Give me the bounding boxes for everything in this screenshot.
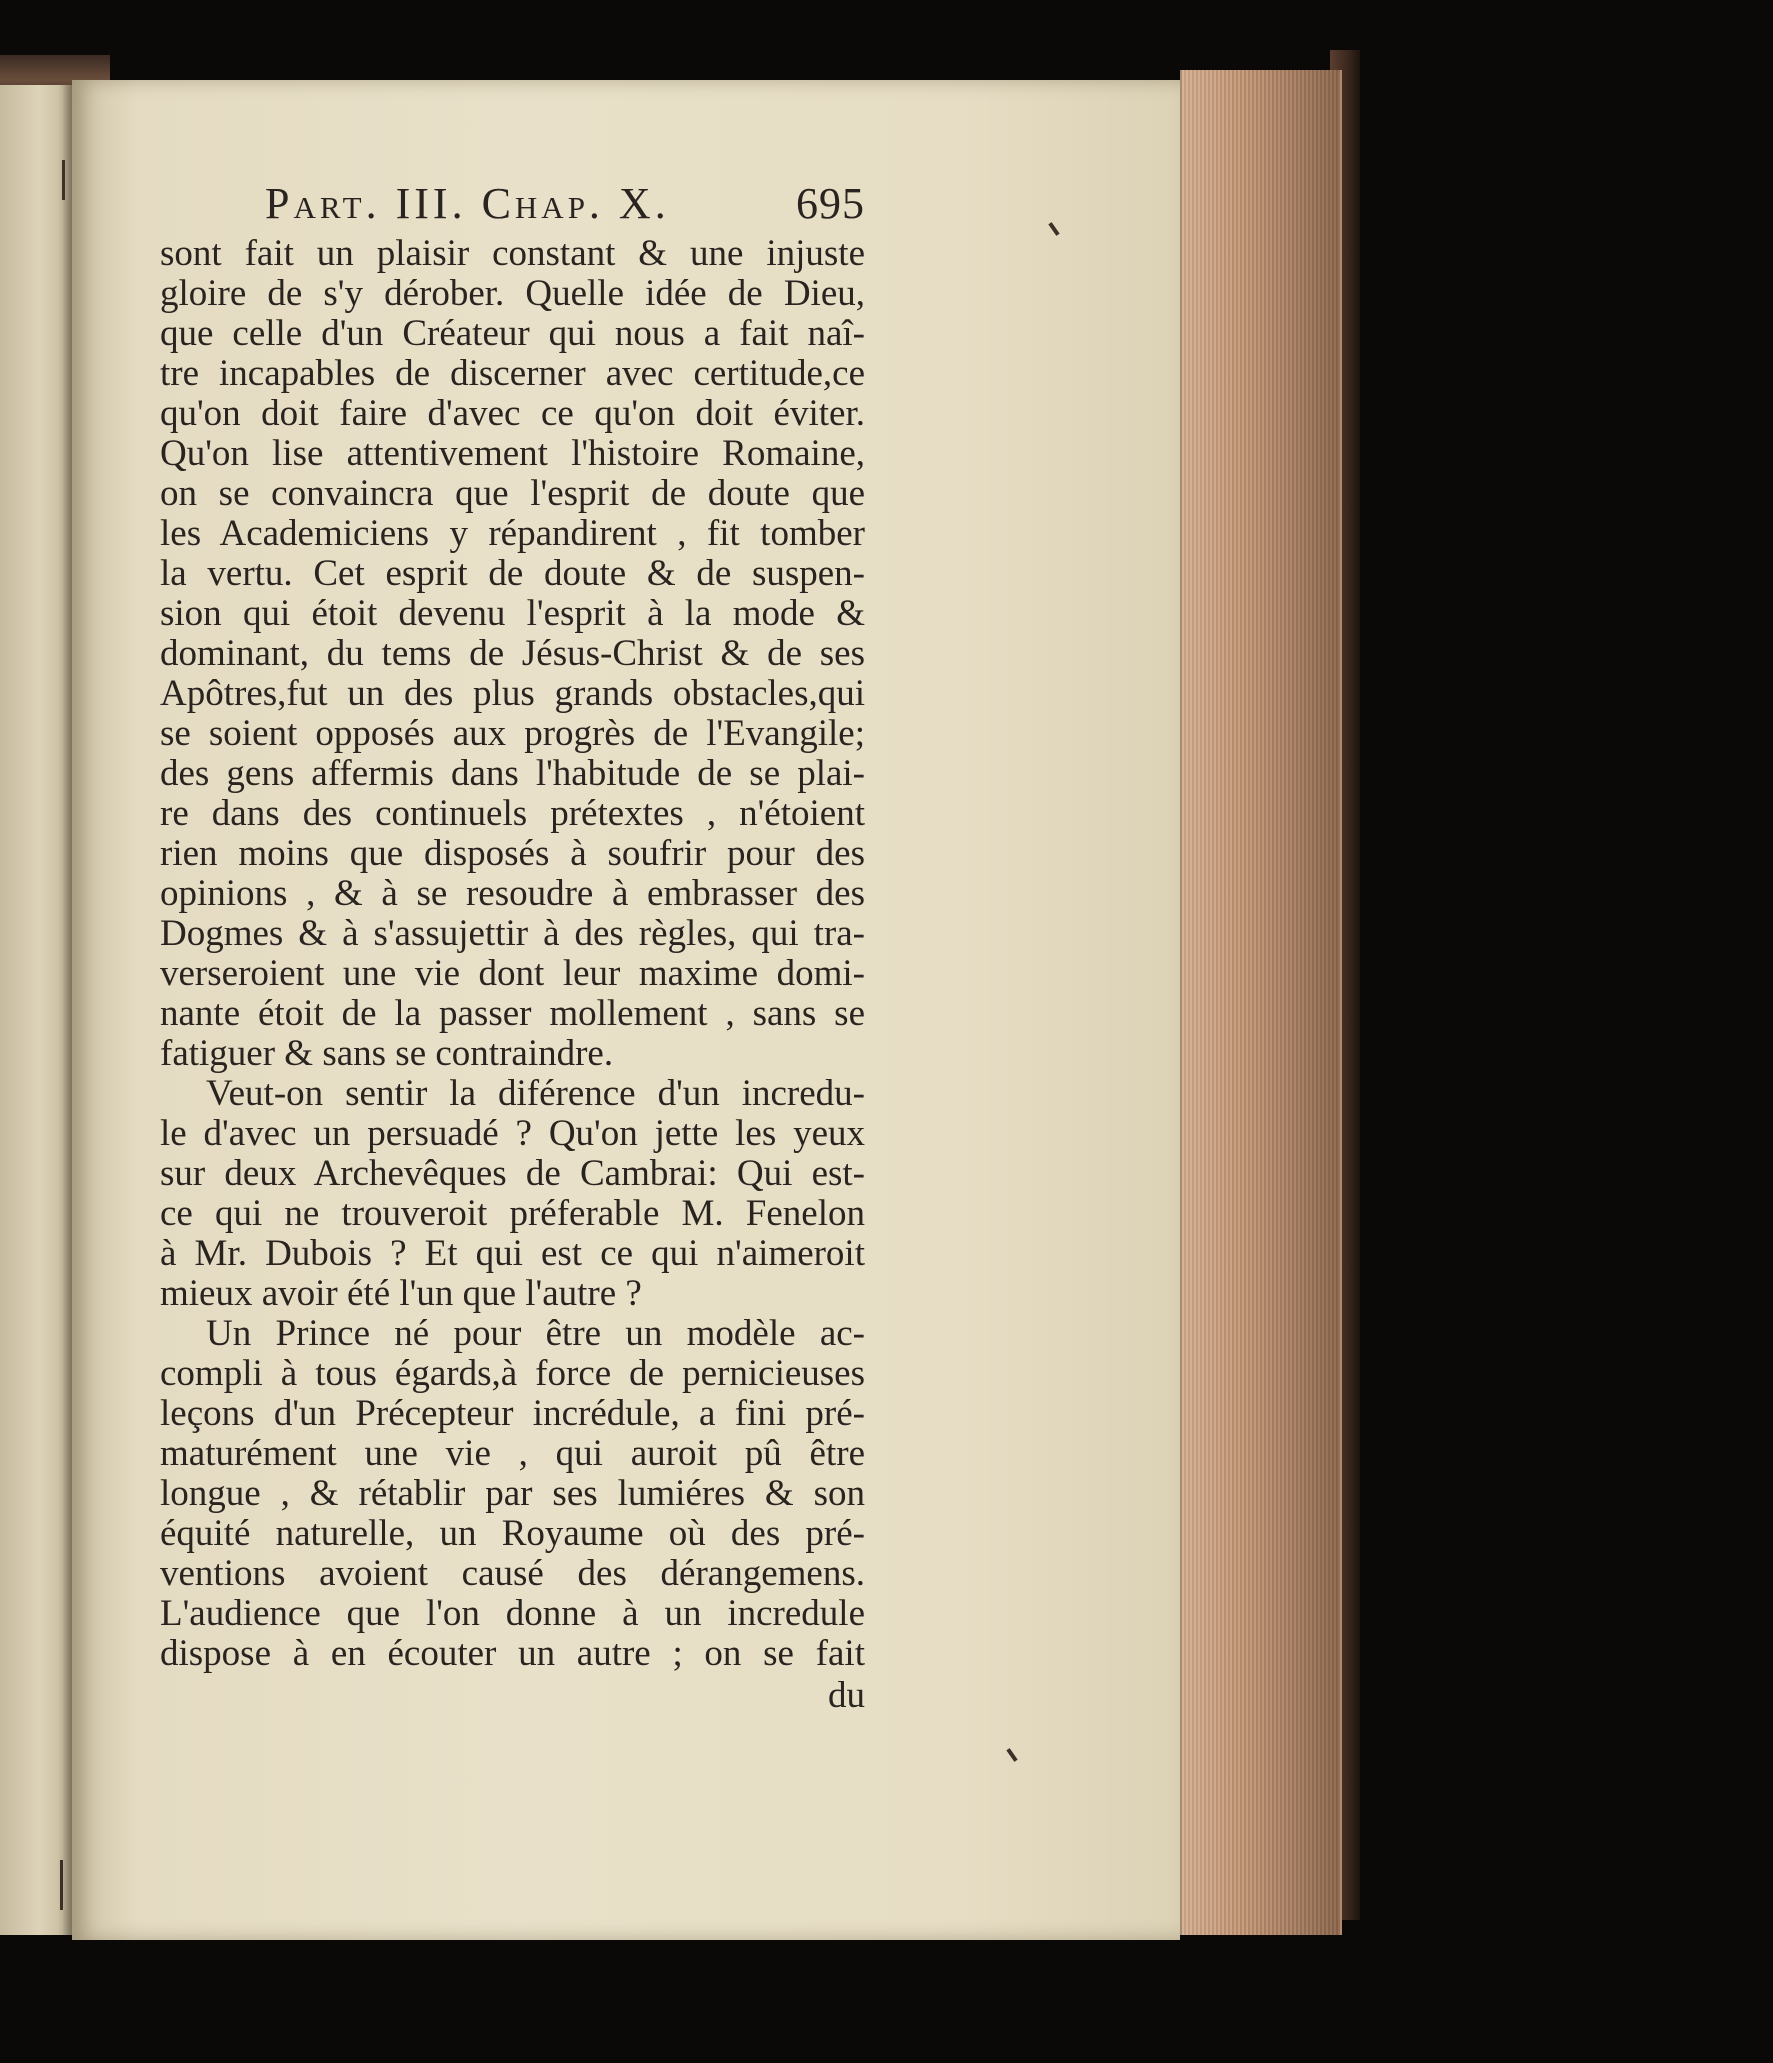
- text-line: mieux avoir été l'un que l'autre ?: [160, 1274, 642, 1314]
- text-line: rien moins que disposés à soufrir pour des: [160, 834, 865, 874]
- text-line: les Academiciens y répandirent , fit tomber: [160, 514, 865, 554]
- text-line: gloire de s'y dérober. Quelle idée de Dieu,: [160, 274, 865, 314]
- text-line: sont fait un plaisir constant & une injuste: [160, 234, 865, 274]
- running-head: [160, 178, 865, 234]
- text-line: se soient opposés aux progrès de l'Evangile;: [160, 714, 865, 754]
- text-line: verseroient une vie dont leur maxime domi-: [160, 954, 865, 994]
- text-line: leçons d'un Précepteur incrédule, a fini pré-: [160, 1394, 865, 1434]
- page-number: 695: [796, 179, 865, 228]
- text-line: dominant, du tems de Jésus-Christ & de ses: [160, 634, 865, 674]
- catchword: du: [828, 1676, 865, 1716]
- text-line: on se convaincra que l'esprit de doute que: [160, 474, 865, 514]
- fore-edge-shading: [1180, 70, 1340, 1935]
- text-line: des gens affermis dans l'habitude de se plai-: [160, 754, 865, 794]
- text-line: Veut-on sentir la diférence d'un incredu-: [206, 1074, 865, 1114]
- text-line: sur deux Archevêques de Cambrai: Qui est-: [160, 1154, 865, 1194]
- text-line: Un Prince né pour être un modèle ac-: [206, 1314, 865, 1354]
- text-line: fatiguer & sans se contraindre.: [160, 1034, 614, 1074]
- gutter-mark: [62, 160, 65, 200]
- text-line: Qu'on lise attentivement l'histoire Romaine,: [160, 434, 865, 474]
- text-line: compli à tous égards,à force de pernicieuses: [160, 1354, 865, 1394]
- text-line: L'audience que l'on donne à un incredule: [160, 1594, 865, 1634]
- text-line: dispose à en écouter un autre ; on se fait: [160, 1634, 865, 1674]
- text-line: ventions avoient causé des dérangemens.: [160, 1554, 865, 1594]
- text-line: tre incapables de discerner avec certitude,ce: [160, 354, 865, 394]
- page-text-block: [160, 178, 865, 1716]
- gutter-mark: [60, 1860, 63, 1910]
- body-text: [160, 234, 865, 1674]
- text-line: nante étoit de la passer mollement , sans se: [160, 994, 865, 1034]
- text-line: équité naturelle, un Royaume où des pré-: [160, 1514, 865, 1554]
- text-line: maturément une vie , qui auroit pû être: [160, 1434, 865, 1474]
- text-line: Dogmes & à s'assujettir à des règles, qui tra-: [160, 914, 865, 954]
- text-line: que celle d'un Créateur qui nous a fait naî-: [160, 314, 865, 354]
- running-head-title: Part. III. Chap. X.: [265, 179, 670, 228]
- text-line: longue , & rétablir par ses lumiéres & son: [160, 1474, 865, 1514]
- text-line: re dans des continuels prétextes , n'étoient: [160, 794, 865, 834]
- text-line: la vertu. Cet esprit de doute & de suspen-: [160, 554, 865, 594]
- text-line: le d'avec un persuadé ? Qu'on jette les yeux: [160, 1114, 865, 1154]
- text-line: sion qui étoit devenu l'esprit à la mode &: [160, 594, 865, 634]
- text-line: qu'on doit faire d'avec ce qu'on doit éviter.: [160, 394, 865, 434]
- text-line: Apôtres,fut un des plus grands obstacles,qui: [160, 674, 865, 714]
- text-line: ce qui ne trouveroit préferable M. Fenelon: [160, 1194, 865, 1234]
- text-line: à Mr. Dubois ? Et qui est ce qui n'aimeroit: [160, 1234, 865, 1274]
- text-line: opinions , & à se resoudre à embrasser des: [160, 874, 865, 914]
